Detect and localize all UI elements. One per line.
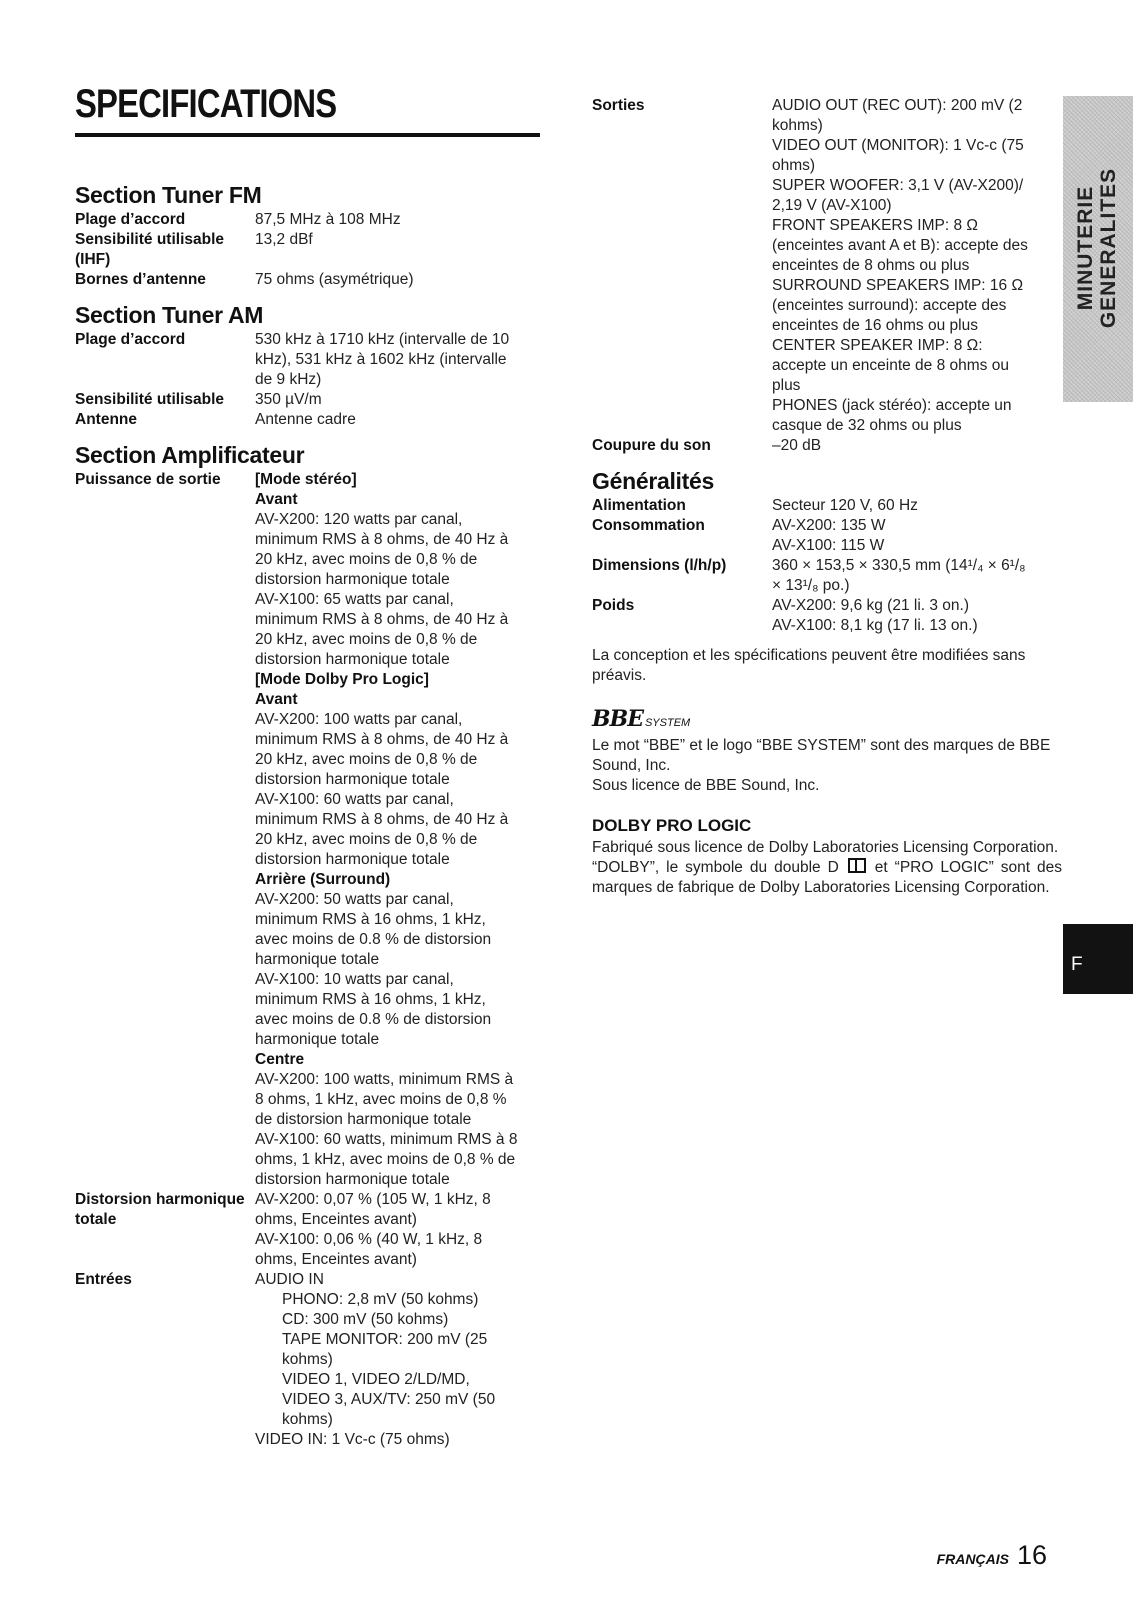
value-line: de distorsion harmonique totale (255, 1111, 472, 1128)
double-d-icon (848, 858, 866, 873)
value-line: (enceintes avant A et B): accepte des (772, 237, 1028, 254)
spec-value: –20 dB (772, 437, 822, 454)
channel-label: Centre (255, 1051, 305, 1068)
value-line: minimum RMS à 8 ohms, de 40 Hz à (255, 811, 509, 828)
amp-power-row (75, 470, 555, 1190)
spec-value (772, 556, 1062, 596)
value-line: AV-X200: 50 watts par canal, (255, 891, 454, 908)
value-line: minimum RMS à 8 ohms, de 40 Hz à (255, 531, 509, 548)
spec-label: Antenne (75, 411, 137, 428)
outputs-row (592, 96, 1062, 436)
spec-label: Dimensions (l/h/p) (592, 557, 727, 574)
spec-label: Entrées (75, 1271, 132, 1288)
value-line: minimum RMS à 16 ohms, 1 kHz, (255, 911, 486, 928)
spec-value (255, 1190, 555, 1270)
value-line: AV-X100: 60 watts par canal, (255, 791, 454, 808)
value-line: de 9 kHz) (255, 371, 322, 388)
dolby-text-part: et “PRO LOGIC” sont des marques de fabrique de Dolby Laboratories Licensing Corporation. (592, 859, 1063, 896)
title-rule (75, 133, 540, 137)
value-line: enceintes de 8 ohms ou plus (772, 257, 970, 274)
bbe-logo (592, 706, 1062, 736)
bbe-logo-mark: BBE (592, 706, 643, 732)
value-line: AUDIO IN (255, 1271, 324, 1288)
fm-row (75, 230, 555, 270)
value-line: AV-X200: 120 watts par canal, (255, 511, 463, 528)
am-row (75, 390, 555, 410)
value-line: minimum RMS à 8 ohms, de 40 Hz à (255, 611, 509, 628)
channel-label: Avant (255, 691, 298, 708)
value-line: kohms) (282, 1411, 333, 1428)
value-line: 20 kHz, avec moins de 0,8 % de (255, 831, 478, 848)
value-line: TAPE MONITOR: 200 mV (25 (282, 1331, 488, 1348)
fm-row (75, 210, 555, 230)
dolby-heading: DOLBY PRO LOGIC (592, 816, 752, 835)
value-line: minimum RMS à 16 ohms, 1 kHz, (255, 991, 486, 1008)
value-line: avec moins de 0.8 % de distorsion (255, 1011, 492, 1028)
value-line: SUPER WOOFER: 3,1 V (AV-X200)/ (772, 177, 1024, 194)
spec-label: Sorties (592, 97, 645, 114)
right-column (592, 96, 1062, 898)
design-note: La conception et les spécifications peuvent être modifiées sans préavis. (592, 647, 1026, 684)
spec-value (772, 596, 1062, 636)
value-line: distorsion harmonique totale (255, 1171, 450, 1188)
value-line: AV-X100: 8,1 kg (17 li. 13 on.) (772, 617, 978, 634)
spec-label (75, 1190, 255, 1270)
value-line: AV-X200: 135 W (772, 517, 886, 534)
value-line: ohms, Enceintes avant) (255, 1251, 417, 1268)
value-line: distorsion harmonique totale (255, 851, 450, 868)
value-line: × 13¹/₈ po.) (772, 577, 850, 594)
bbe-logo-sub: SYSTEM (644, 717, 691, 729)
value-line: kohms) (772, 117, 823, 134)
value-line: AV-X200: 100 watts par canal, (255, 711, 463, 728)
left-column (75, 180, 555, 1450)
spec-value (255, 330, 555, 390)
spec-label-line: Distorsion harmonique (75, 1191, 245, 1208)
spec-value (255, 470, 555, 1190)
value-line: harmonique totale (255, 951, 380, 968)
page-footer (937, 1540, 1047, 1571)
footer-language: FRANÇAIS (936, 1551, 1009, 1567)
value-line: SURROUND SPEAKERS IMP: 16 Ω (772, 277, 1024, 294)
value-line: VIDEO OUT (MONITOR): 1 Vc-c (75 (772, 137, 1024, 154)
value-line: CD: 300 mV (50 kohms) (282, 1311, 449, 1328)
value-line: kohms) (282, 1351, 333, 1368)
value-line: 530 kHz à 1710 kHz (intervalle de 10 (255, 331, 510, 348)
mode-label: [Mode Dolby Pro Logic] (255, 671, 429, 688)
general-row (592, 596, 1062, 636)
value-line: 20 kHz, avec moins de 0,8 % de (255, 551, 478, 568)
value-line: 360 × 153,5 × 330,5 mm (14¹/₄ × 6¹/₈ (772, 557, 1026, 574)
value-line: distorsion harmonique totale (255, 771, 450, 788)
spec-value: 75 ohms (asymétrique) (255, 271, 414, 288)
language-tab (1063, 924, 1133, 994)
value-line: kHz), 531 kHz à 1602 kHz (intervalle (255, 351, 507, 368)
general-heading: Généralités (592, 468, 714, 494)
value-line: VIDEO 1, VIDEO 2/LD/MD, (282, 1371, 470, 1388)
spec-value: 13,2 dBf (255, 231, 313, 248)
general-row (592, 516, 1062, 556)
am-row (75, 330, 555, 390)
value-line: avec moins de 0.8 % de distorsion (255, 931, 492, 948)
fm-heading: Section Tuner FM (75, 182, 262, 208)
value-line: ohms, Enceintes avant) (255, 1211, 417, 1228)
value-line: AV-X200: 9,6 kg (21 li. 3 on.) (772, 597, 970, 614)
spec-label: Coupure du son (592, 437, 711, 454)
page-title: SPECIFICATIONS (75, 82, 337, 126)
am-heading: Section Tuner AM (75, 302, 264, 328)
spec-label: Puissance de sortie (75, 471, 221, 488)
amp-heading: Section Amplificateur (75, 442, 305, 468)
spec-value: 87,5 MHz à 108 MHz (255, 211, 401, 228)
channel-label: Arrière (Surround) (255, 871, 391, 888)
value-line: casque de 32 ohms ou plus (772, 417, 962, 434)
amp-thd-row (75, 1190, 555, 1270)
spec-label (75, 230, 255, 270)
value-line: harmonique totale (255, 1031, 380, 1048)
value-line: enceintes de 16 ohms ou plus (772, 317, 978, 334)
spec-label: Poids (592, 597, 635, 614)
dolby-trademark-text (592, 858, 1062, 898)
value-line: FRONT SPEAKERS IMP: 8 Ω (772, 217, 978, 234)
spec-value: Antenne cadre (255, 411, 356, 428)
spec-label-line: (IHF) (75, 251, 111, 268)
value-line: AUDIO OUT (REC OUT): 200 mV (2 (772, 97, 1023, 114)
side-tab-text: MINUTERIE GENERALITES (1074, 167, 1121, 329)
value-line: AV-X100: 115 W (772, 537, 885, 554)
dolby-text-part: “DOLBY”, le symbole du double D (592, 859, 839, 876)
general-row (592, 556, 1062, 596)
value-line: distorsion harmonique totale (255, 571, 450, 588)
spec-label-line: Sensibilité utilisable (75, 231, 225, 248)
value-line: AV-X100: 60 watts, minimum RMS à 8 (255, 1131, 518, 1148)
value-line: ohms) (772, 157, 816, 174)
spec-label: Consommation (592, 517, 705, 534)
value-line: PHONES (jack stéréo): accepte un (772, 397, 1012, 414)
value-line: VIDEO 3, AUX/TV: 250 mV (50 (282, 1391, 496, 1408)
value-line: plus (772, 377, 801, 394)
language-tab-letter: F (1071, 954, 1083, 975)
value-line: accepte un enceinte de 8 ohms ou (772, 357, 1009, 374)
value-line: 8 ohms, 1 kHz, avec moins de 0,8 % (255, 1091, 507, 1108)
value-line: VIDEO IN: 1 Vc-c (75 ohms) (255, 1431, 450, 1448)
value-line: minimum RMS à 8 ohms, de 40 Hz à (255, 731, 509, 748)
spec-value (255, 1270, 555, 1450)
spec-label: Plage d’accord (75, 211, 186, 228)
value-line: (enceintes surround): accepte des (772, 297, 1007, 314)
mode-label: [Mode stéréo] (255, 471, 357, 488)
amp-inputs-row (75, 1270, 555, 1450)
am-row (75, 410, 555, 430)
spec-value: Secteur 120 V, 60 Hz (772, 497, 918, 514)
spec-label: Sensibilité utilisable (75, 391, 225, 408)
bbe-trademark-text: Le mot “BBE” et le logo “BBE SYSTEM” sont des marques de BBE Sound, Inc. (592, 737, 1051, 774)
spec-value (772, 516, 1062, 556)
value-line: distorsion harmonique totale (255, 651, 450, 668)
section-side-tab-label (1073, 118, 1121, 378)
value-line: 20 kHz, avec moins de 0,8 % de (255, 751, 478, 768)
value-line: PHONO: 2,8 mV (50 kohms) (282, 1291, 479, 1308)
mute-row (592, 436, 1062, 456)
general-row (592, 496, 1062, 516)
spec-label-line: totale (75, 1211, 117, 1228)
spec-value: 350 µV/m (255, 391, 322, 408)
value-line: AV-X100: 0,06 % (40 W, 1 kHz, 8 (255, 1231, 483, 1248)
spec-value (772, 96, 1062, 436)
value-line: AV-X100: 65 watts par canal, (255, 591, 454, 608)
value-line: CENTER SPEAKER IMP: 8 Ω: (772, 337, 983, 354)
page-number: 16 (1016, 1540, 1047, 1570)
spec-label: Plage d’accord (75, 331, 186, 348)
bbe-license-text: Sous licence de BBE Sound, Inc. (592, 777, 820, 794)
spec-label: Bornes d’antenne (75, 271, 206, 288)
channel-label: Avant (255, 491, 298, 508)
fm-row (75, 270, 555, 290)
dolby-license-text: Fabriqué sous licence de Dolby Laboratories Licensing Corporation. (592, 839, 1059, 856)
value-line: AV-X100: 10 watts par canal, (255, 971, 454, 988)
value-line: 2,19 V (AV-X100) (772, 197, 892, 214)
value-line: ohms, 1 kHz, avec moins de 0,8 % de (255, 1151, 516, 1168)
value-line: AV-X200: 0,07 % (105 W, 1 kHz, 8 (255, 1191, 491, 1208)
value-line: 20 kHz, avec moins de 0,8 % de (255, 631, 478, 648)
spec-label: Alimentation (592, 497, 686, 514)
value-line: AV-X200: 100 watts, minimum RMS à (255, 1071, 514, 1088)
